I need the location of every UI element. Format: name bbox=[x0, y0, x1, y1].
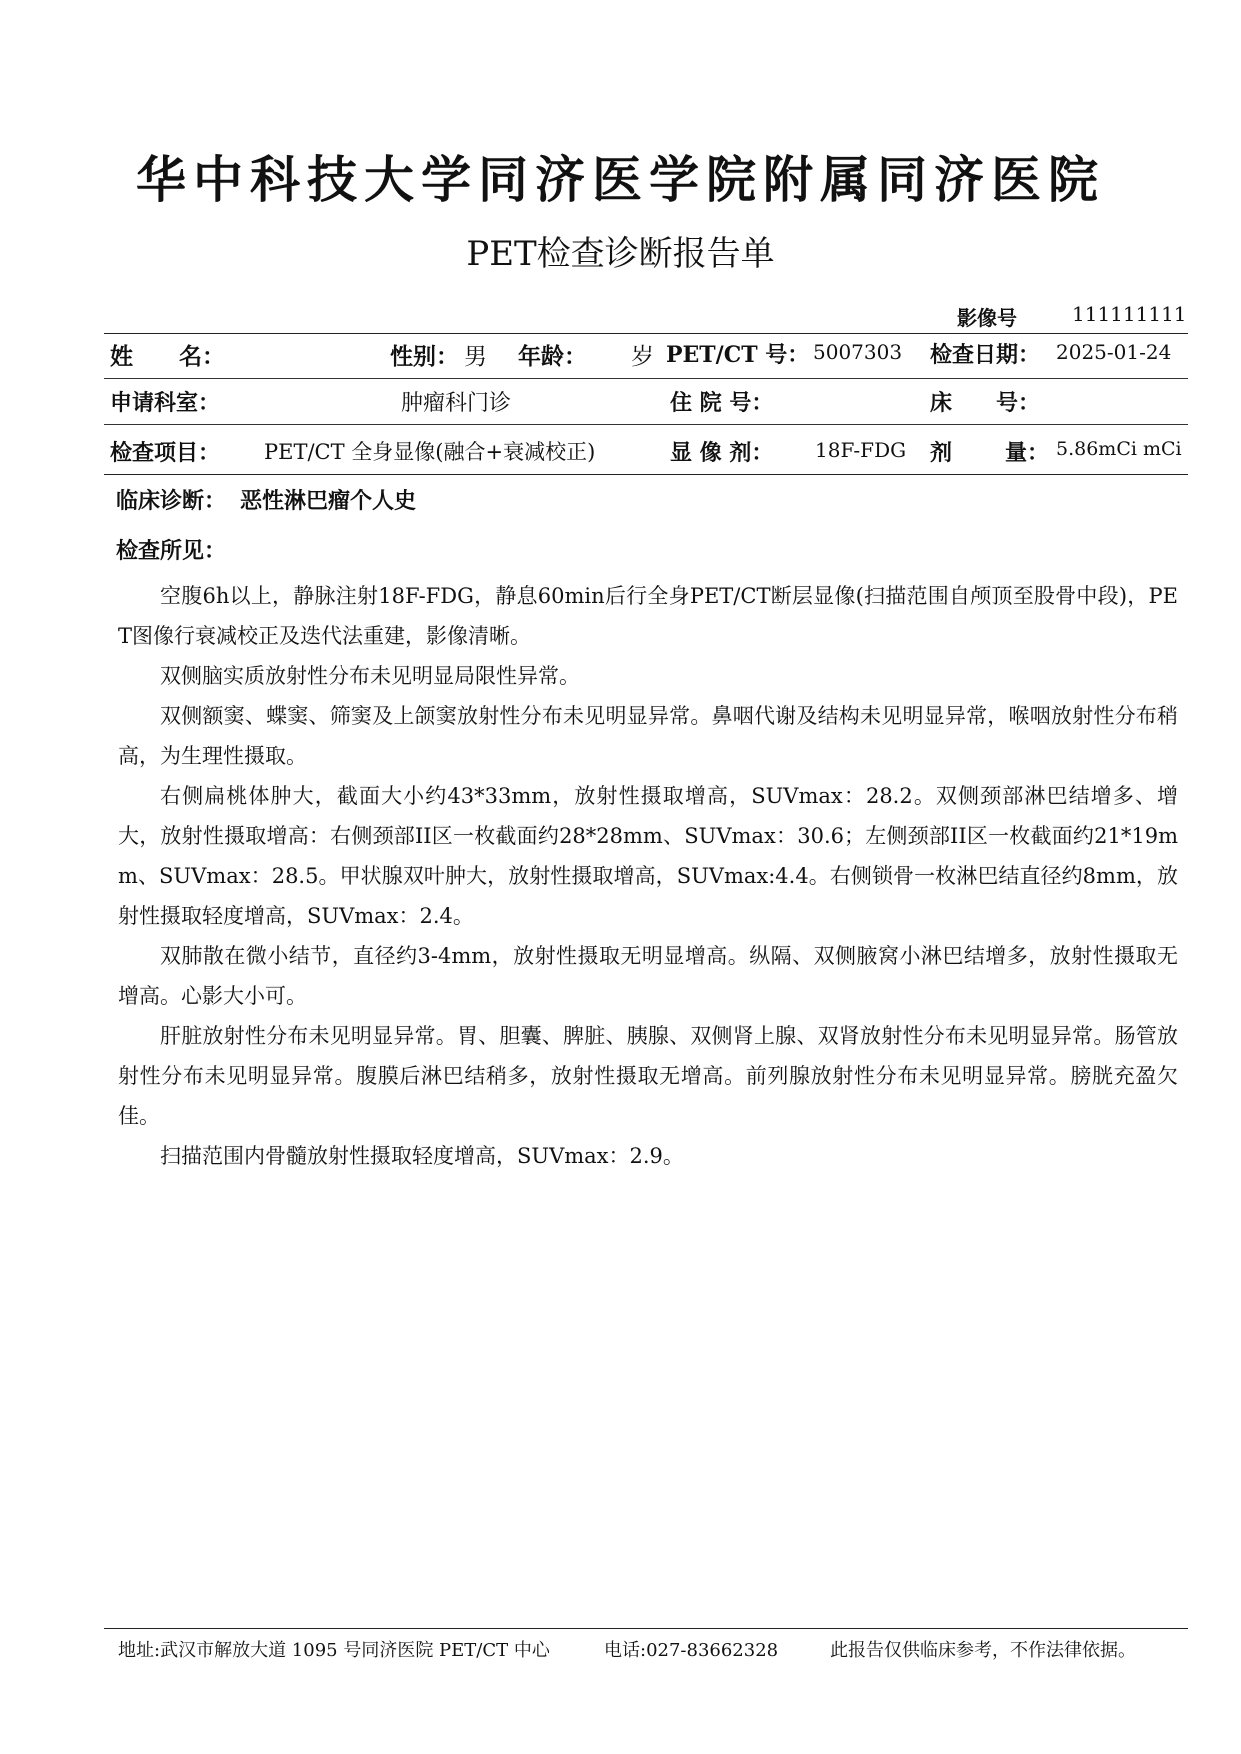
exam-date-value: 2025-01-24 bbox=[1056, 340, 1172, 364]
dose-label-2: 量： bbox=[1005, 440, 1050, 466]
findings-paragraph-1: 空腹6h以上，静脉注射18F-FDG，静息60min后行全身PET/CT断层显像(扫描范围自颅顶至股骨中段)，PET图像行衰减校正及迭代法重建，影像清晰。 bbox=[118, 584, 1178, 648]
age-unit: 岁 bbox=[631, 344, 654, 370]
dept-value: 肿瘤科门诊 bbox=[401, 391, 512, 416]
findings-paragraph-4: 右侧扁桃体肿大，截面大小约43*33mm，放射性摄取增高，SUVmax：28.2。双侧颈部淋巴结增多、增大，放射性摄取增高：右侧颈部II区一枚截面约28*28mm、SUVmax：30.6；左侧颈部II区一枚截面约21*19mm、SUVmax：28.5。甲状腺双叶肿大，放射性摄取增高，SUVmax:4.4。右侧锁骨一枚淋巴结直径约8mm，放射性摄取轻度增高，SUVmax：2.4。 bbox=[118, 784, 1178, 928]
bed-label: 床 号： bbox=[930, 390, 1041, 416]
footer-disclaimer: 此报告仅供临床参考，不作法律依据。 bbox=[830, 1640, 1136, 1661]
exam-item-label: 检查项目： bbox=[110, 440, 221, 466]
exam-item-value: PET/CT 全身显像(融合+衰减校正) bbox=[264, 440, 596, 464]
agent-value: 18F-FDG bbox=[815, 438, 907, 462]
findings-paragraph-2: 双侧脑实质放射性分布未见明显局限性异常。 bbox=[160, 664, 580, 688]
image-no-label: 影像号 bbox=[957, 306, 1017, 330]
footer-rule bbox=[104, 1628, 1188, 1629]
hospital-name: 华中科技大学同济医学院附属同济医院 bbox=[136, 150, 1105, 209]
table-top-rule bbox=[104, 333, 1188, 334]
footer-phone: 电话:027-83662328 bbox=[604, 1640, 779, 1661]
footer-address: 地址:武汉市解放大道 1095 号同济医院 PET/CT 中心 bbox=[118, 1640, 550, 1661]
petct-no-label: PET/CT 号： bbox=[666, 342, 810, 368]
findings-paragraph-3: 双侧额窦、蝶窦、筛窦及上颌窦放射性分布未见明显异常。鼻咽代谢及结构未见明显异常，喉咽放射性分布稍高，为生理性摄取。 bbox=[118, 704, 1178, 768]
image-no-value: 111111111 bbox=[1072, 302, 1187, 326]
findings-paragraph-6: 肝脏放射性分布未见明显异常。胃、胆囊、脾脏、胰腺、双侧肾上腺、双肾放射性分布未见明显异常。肠管放射性分布未见明显异常。腹膜后淋巴结稍多，放射性摄取无增高。前列腺放射性分布未见明显异常。膀胱充盈欠佳。 bbox=[118, 1024, 1178, 1128]
findings-body bbox=[118, 576, 1178, 1176]
name-label: 姓 名： bbox=[110, 343, 225, 370]
petct-no-value: 5007303 bbox=[813, 340, 903, 364]
clinical-diagnosis-value: 恶性淋巴瘤个人史 bbox=[240, 488, 417, 514]
dose-label-1: 剂 bbox=[930, 440, 953, 466]
dept-label: 申请科室： bbox=[110, 390, 221, 416]
exam-date-label: 检查日期： bbox=[930, 342, 1041, 368]
inpatient-label: 住 院 号： bbox=[670, 390, 774, 416]
findings-paragraph-5: 双肺散在微小结节，直径约3-4mm，放射性摄取无明显增高。纵隔、双侧腋窝小淋巴结增多，放射性摄取无增高。心影大小可。 bbox=[118, 944, 1178, 1008]
row2-rule bbox=[104, 424, 1188, 425]
row1-rule bbox=[104, 378, 1188, 379]
sex-label: 性别： bbox=[390, 343, 459, 370]
findings-label: 检查所见： bbox=[116, 538, 227, 564]
sex-value: 男 bbox=[464, 344, 487, 370]
clinical-diagnosis-label: 临床诊断： bbox=[116, 488, 227, 514]
table-bottom-rule bbox=[104, 474, 1188, 475]
agent-label: 显 像 剂： bbox=[670, 440, 774, 466]
report-title: PET检查诊断报告单 bbox=[466, 234, 775, 274]
dose-value: 5.86mCi mCi bbox=[1056, 438, 1182, 460]
age-label: 年龄： bbox=[518, 343, 587, 370]
findings-paragraph-7: 扫描范围内骨髓放射性摄取轻度增高，SUVmax：2.9。 bbox=[160, 1144, 684, 1168]
